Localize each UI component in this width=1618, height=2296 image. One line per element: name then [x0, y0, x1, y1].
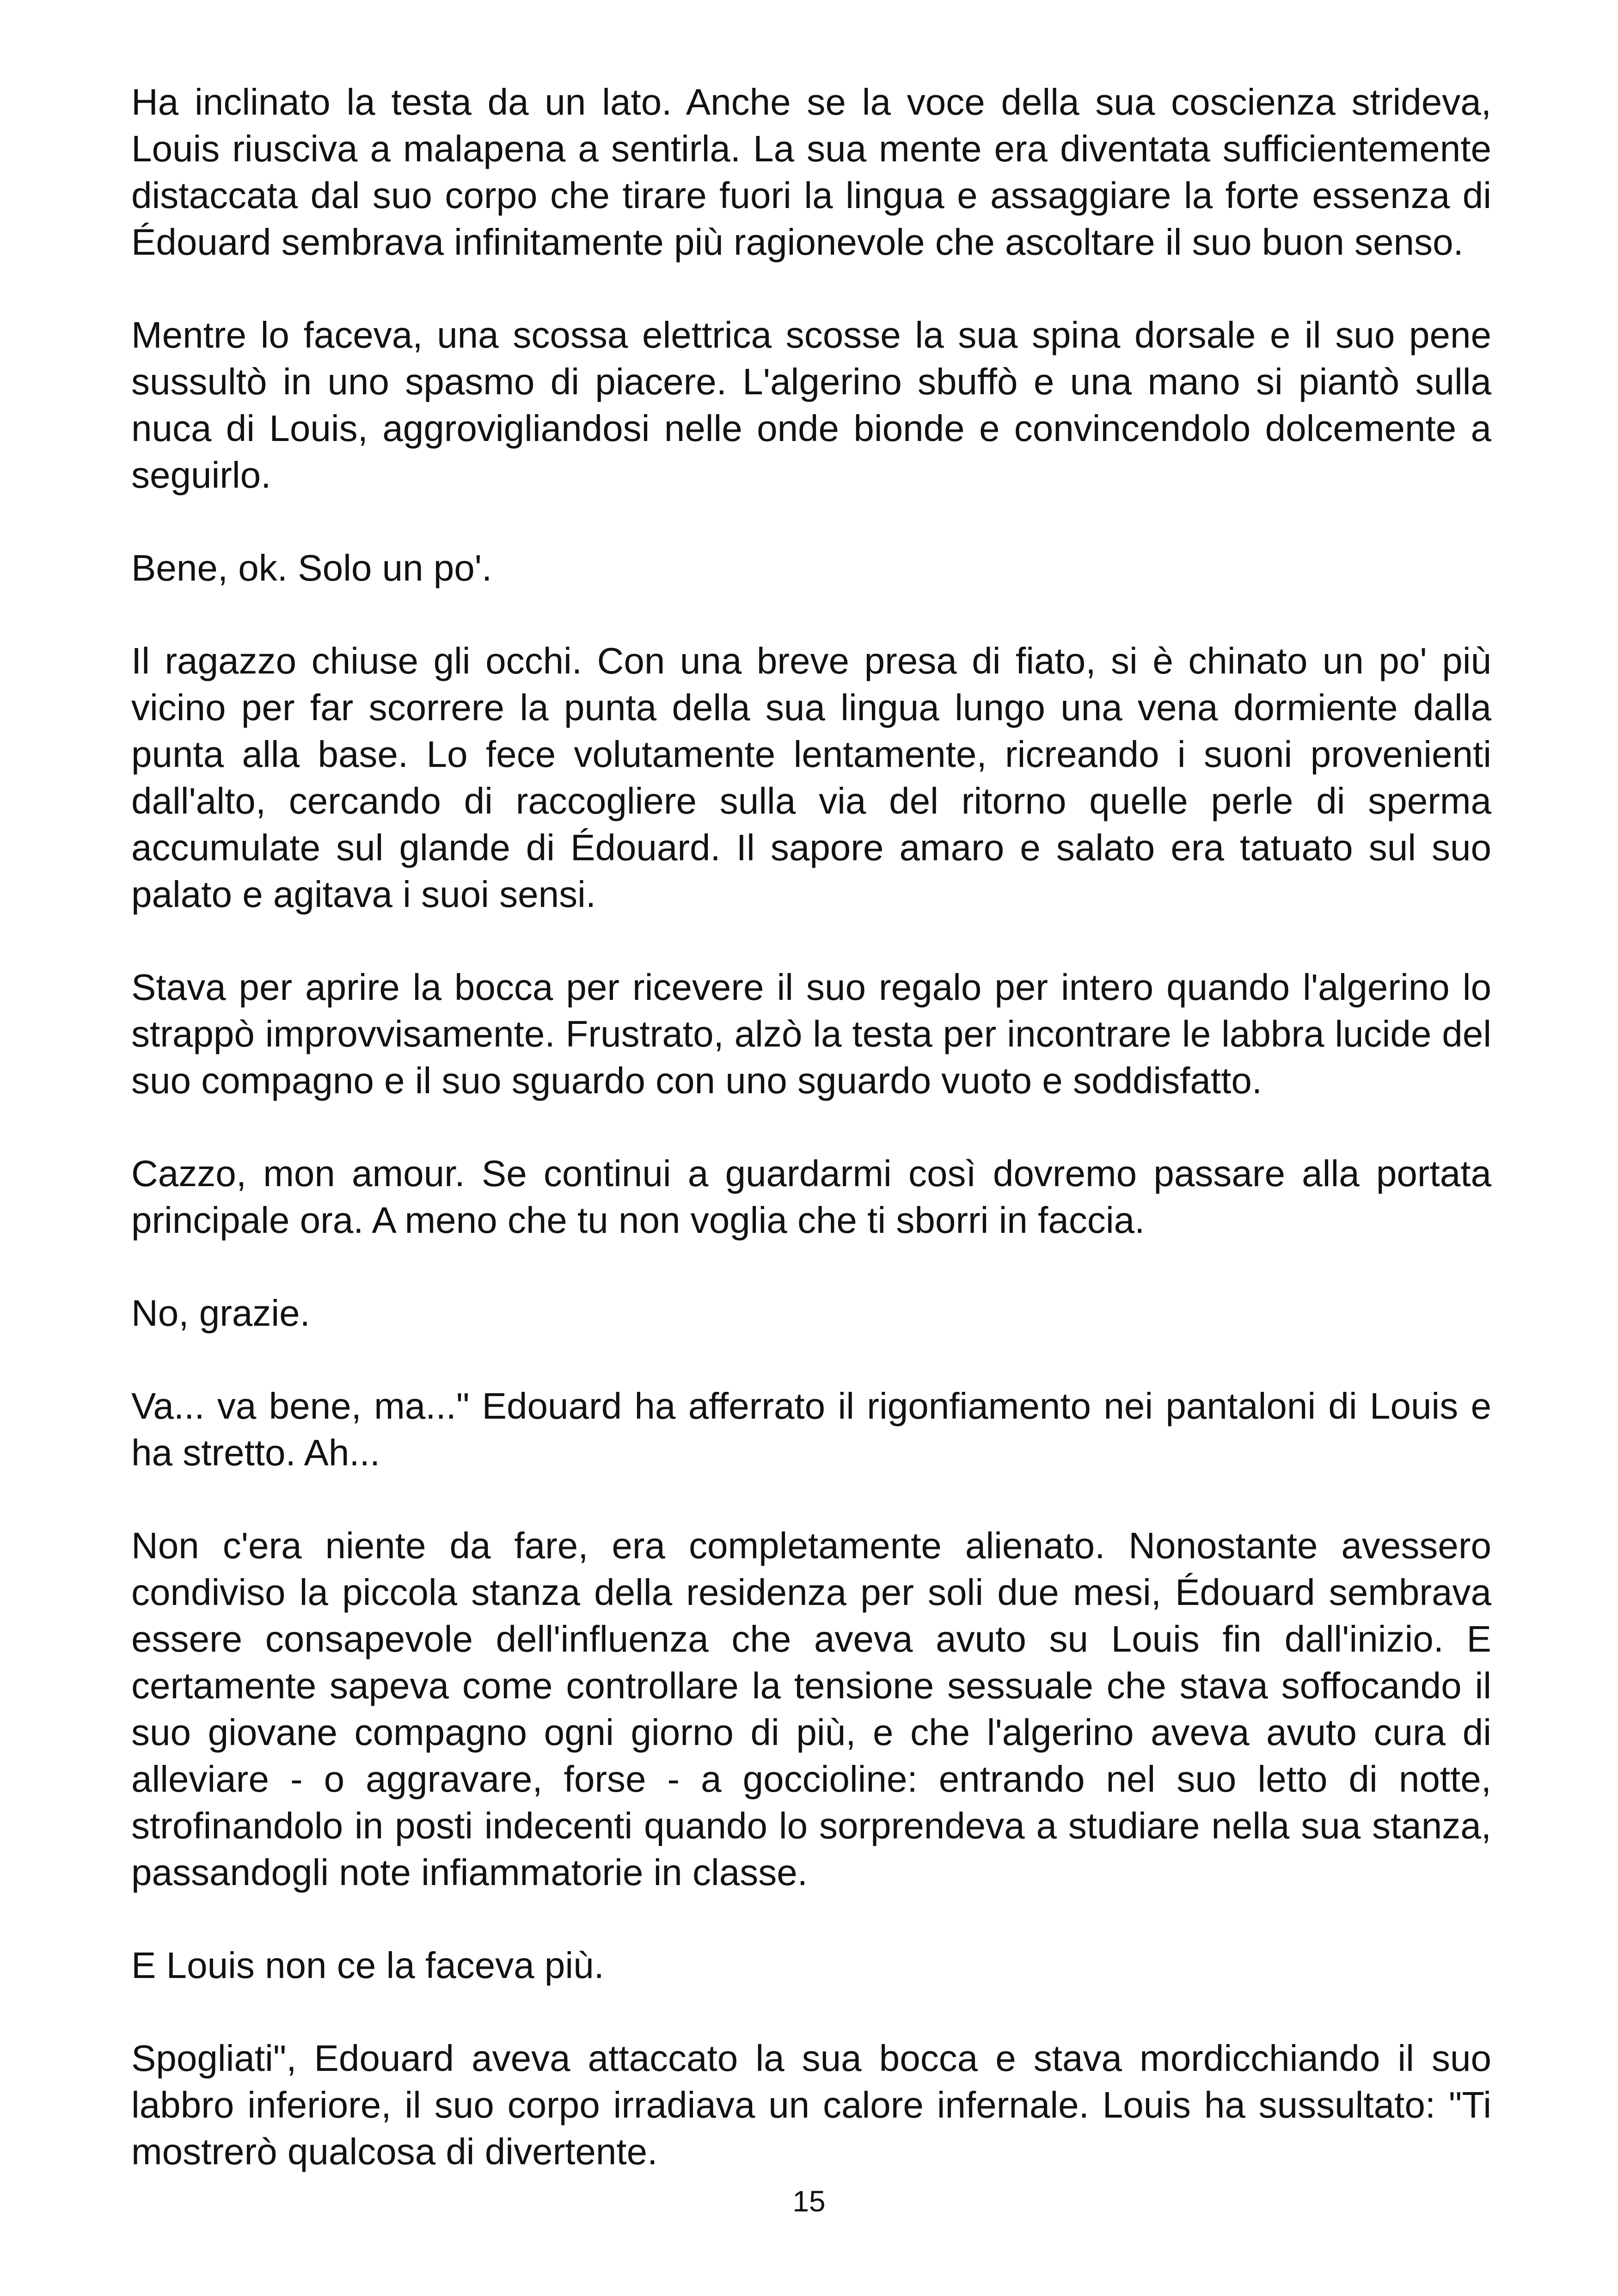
paragraph-5: Stava per aprire la bocca per ricevere il suo regalo per intero quando l'algerino lo strappò improvvisamente. Frustrato, alzò la testa per incontrare le labbra lucide del suo compagno e il suo sguardo con uno sguardo vuoto e soddisfatto. — [131, 967, 1491, 1101]
paragraph-3: Bene, ok. Solo un po'. — [131, 547, 492, 588]
body-text — [131, 79, 1491, 2175]
paragraph-9: Non c'era niente da fare, era completamente alienato. Nonostante avessero condiviso la piccola stanza della residenza per soli due mesi, Édouard sembrava essere consapevole dell'influenza che aveva avuto su Louis fin dall'inizio. E certamente sapeva come controllare la tensione sessuale che stava soffocando il suo giovane compagno ogni giorno di più, e che l'algerino aveva avuto cura di alleviare - o aggravare, forse - a goccioline: entrando nel suo letto di notte, strofinandolo in posti indecenti quando lo sorprendeva a studiare nella sua stanza, passandogli note infiammatorie in classe. — [131, 1525, 1491, 1893]
paragraph-11: Spogliati", Edouard aveva attaccato la sua bocca e stava mordicchiando il suo labbro inferiore, il suo corpo irradiava un calore infernale. Louis ha sussultato: "Ti mostrerò qualcosa di divertente. — [131, 2038, 1491, 2172]
paragraph-2: Mentre lo faceva, una scossa elettrica scosse la sua spina dorsale e il suo pene sussultò in uno spasmo di piacere. L'algerino sbuffò e una mano si piantò sulla nuca di Louis, aggrovigliandosi nelle onde bionde e convincendolo dolcemente a seguirlo. — [131, 314, 1491, 496]
paragraph-6: Cazzo, mon amour. Se continui a guardarmi così dovremo passare alla portata principale ora. A meno che tu non voglia che ti sborri in faccia. — [131, 1153, 1491, 1241]
paragraph-7: No, grazie. — [131, 1292, 310, 1334]
page-number: 15 — [792, 2185, 826, 2218]
paragraph-10: E Louis non ce la faceva più. — [131, 1945, 604, 1986]
paragraph-8: Va... va bene, ma..." Edouard ha afferrato il rigonfiamento nei pantaloni di Louis e ha stretto. Ah... — [131, 1385, 1491, 1473]
paragraph-4: Il ragazzo chiuse gli occhi. Con una breve presa di fiato, si è chinato un po' più vicino per far scorrere la punta della sua lingua lungo una vena dormiente dalla punta alla base. Lo fece volutamente lentamente, ricreando i suoni provenienti dall'alto, cercando di raccogliere sulla via del ritorno quelle perle di sperma accumulate sul glande di Édouard. Il sapore amaro e salato era tatuato sul suo palato e agitava i suoi sensi. — [131, 640, 1491, 915]
paragraph-1: Ha inclinato la testa da un lato. Anche se la voce della sua coscienza strideva, Louis riusciva a malapena a sentirla. La sua mente era diventata sufficientemente distaccata dal suo corpo che tirare fuori la lingua e assaggiare la forte essenza di Édouard sembrava infinitamente più ragionevole che ascoltare il suo buon senso. — [131, 81, 1491, 263]
